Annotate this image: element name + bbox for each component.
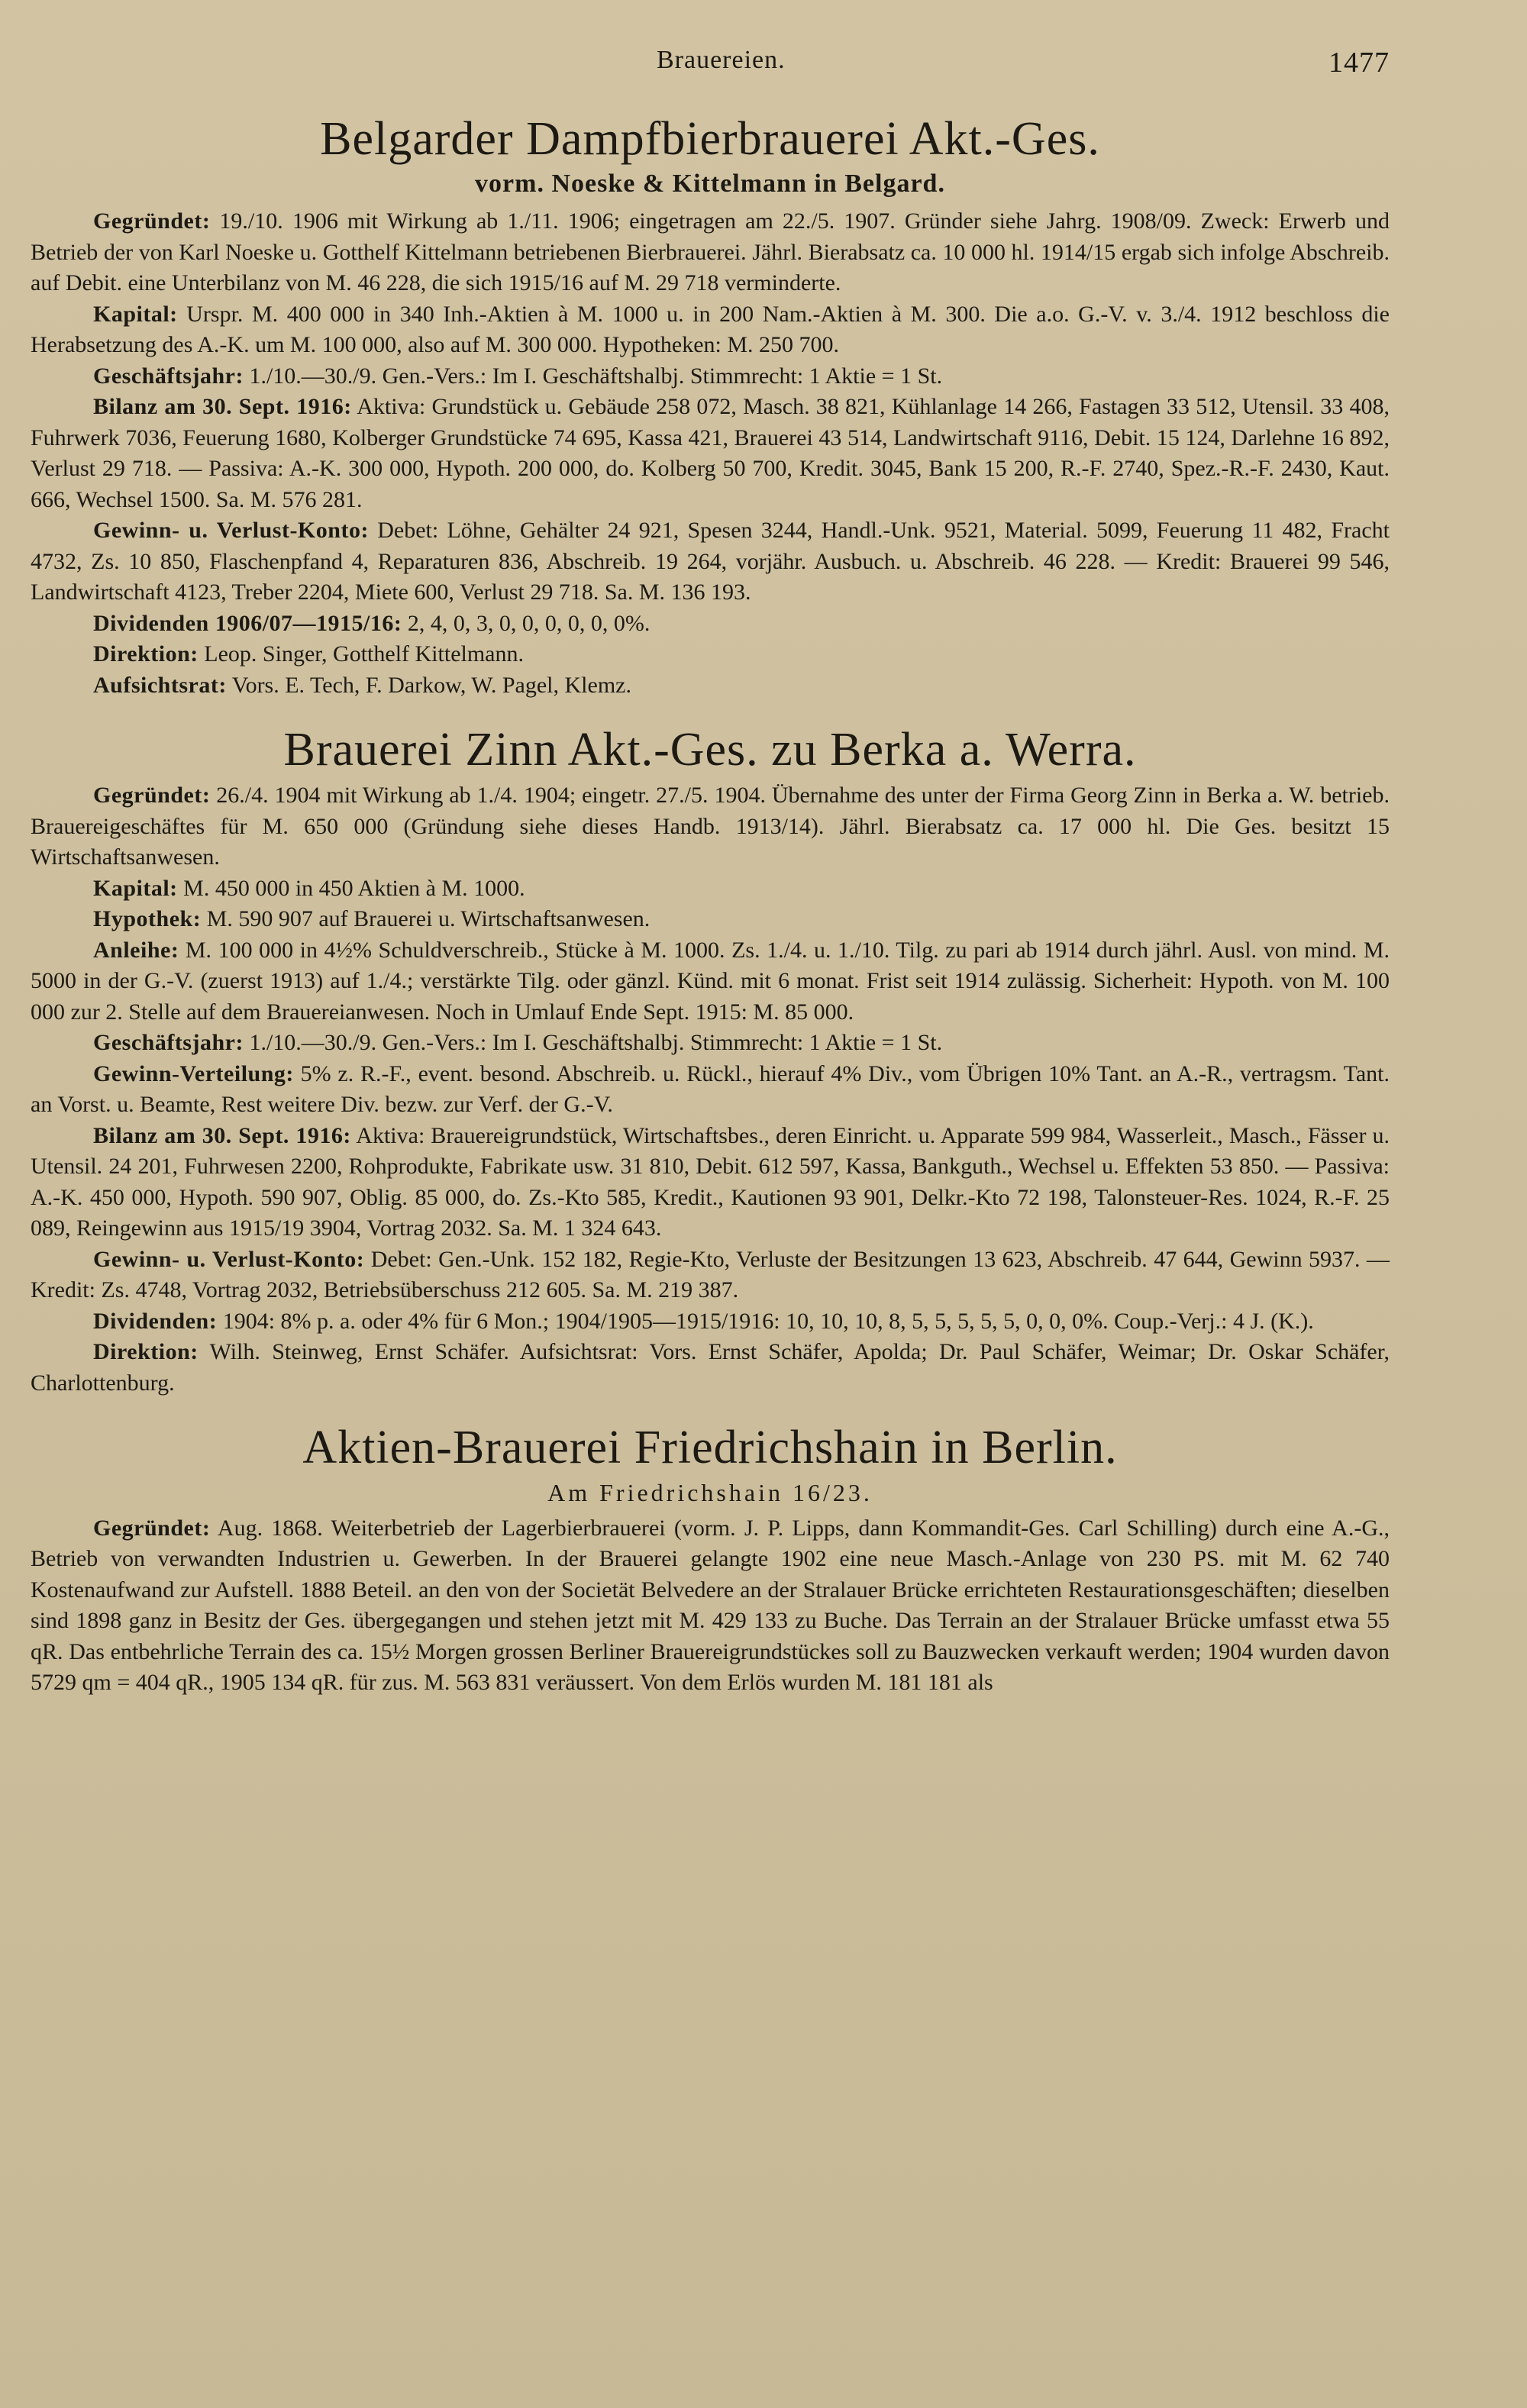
company-title: Aktien-Brauerei Friedrichshain in Berlin. [302,1422,1118,1474]
entry-profit-distribution [31,1059,1390,1121]
entry-founded [31,206,1390,299]
entry-text: 1904: 8% p. a. oder 4% für 6 Mon.; 1904/1905—1915/1916: 10, 10, 10, 8, 5, 5, 5, 5, 5, 0, 0, 0%. Coup.-Verj.: 4 J. (K.). [217,1308,1314,1334]
entry-text: Debet: Gen.-Unk. 152 182, Regie-Kto, Verluste der Besitzungen 13 623, Abschreib. 47 644, Gewinn 5937. — Kredit: Zs. 4748, Vortrag 2032, Betriebsüberschuss 212 605. Sa. M. 219 387. [31,1246,1390,1303]
entry-management [31,639,1390,670]
entry-text: Aug. 1868. Weiterbetrieb der Lagerbierbrauerei (vorm. J. P. Lipps, dann Kommandit-Ges. Carl Schilling) durch eine A.-G., Betrieb von verwandten Industrien u. Gewerben. In der Brauerei gelangte 1902 eine neue Masch.-Anlage von 230 PS. mit M. 62 740 Kostenaufwand zur Aufstell. 1888 Beteil. an den von der Societät Belvedere an der Stralauer Brücke errichteten Restaurationsgeschäften; dieselben sind 1898 ganz in Besitz der Ges. übergegangen und stehen jetzt mit M. 429 133 zu Buche. Das Terrain an der Stralauer Brücke umfasst etwa 55 qR. Das entbehrliche Terrain des ca. 15½ Morgen grossen Berliner Brauereigrundstückes soll zu Bauzwecken verkauft werden; 1904 wurden davon 5729 qm = 404 qR., 1905 134 qR. für zus. M. 563 831 veräussert. Von dem Erlös wurden M. 181 181 als [31,1515,1390,1696]
entry-text: Leop. Singer, Gotthelf Kittelmann. [198,641,524,667]
entry-profit-loss [31,1244,1390,1306]
entry-profit-loss [31,515,1390,608]
company-title: Brauerei Zinn Akt.-Ges. zu Berka a. Werra. [283,724,1137,776]
entry-text: M. 450 000 in 450 Aktien à M. 1000. [177,875,525,901]
entry-text: Aktiva: Grundstück u. Gebäude 258 072, Masch. 38 821, Kühlanlage 14 266, Fastagen 33 512, Utensil. 33 408, Fuhrwerk 7036, Feuerung 1680, Kolberger Grundstücke 74 695, Kassa 421, Brauerei 43 514, Landwirtschaft 9116, Debit. 15 124, Darlehne 16 892, Verlust 29 718. — Passiva: A.-K. 300 000, Hypoth. 200 000, do. Kolberg 50 700, Kredit. 3045, Bank 15 200, R.-F. 2740, Spez.-R.-F. 2430, Kaut. 666, Wechsel 1500. Sa. M. 576 281. [31,394,1390,512]
entry-balance [31,392,1390,515]
company-section [31,724,1390,1399]
entry-label: Bilanz am 30. Sept. 1916: [93,1122,351,1148]
entry-text: Debet: Löhne, Gehälter 24 921, Spesen 3244, Handl.-Unk. 9521, Material. 5099, Feuerung 11 482, Fracht 4732, Zs. 10 850, Flaschenpfand 4, Reparaturen 836, Abschreib. 19 264, vorjähr. Ausbuch. u. Abschreib. 46 228. — Kredit: Brauerei 99 546, Landwirtschaft 4123, Treber 2204, Miete 600, Verlust 29 718. Sa. M. 136 193. [31,518,1390,605]
company-address: Am Friedrichshain 16/23. [547,1478,873,1506]
running-title: Brauereien. [657,46,786,74]
running-head [31,46,1390,92]
entry-label: Anleihe: [93,937,179,963]
entry-label: Kapital: [93,875,178,901]
entry-text: M. 590 907 auf Brauerei u. Wirtschaftsanwesen. [201,906,651,932]
entry-label: Geschäftsjahr: [93,1030,244,1056]
company-subtitle: vorm. Noeske & Kittelmann in Belgard. [475,169,945,199]
entry-label: Geschäftsjahr: [93,363,244,389]
entry-text: Urspr. M. 400 000 in 340 Inh.-Aktien à M. 1000 u. in 200 Nam.-Aktien à M. 300. Die a.o. G.-V. v. 3./4. 1912 beschloss die Herabsetzung des A.-K. um M. 100 000, also auf M. 300 000. Hypotheken: M. 250 700. [31,301,1390,358]
entry-label: Gegründet: [93,783,211,809]
entry-founded [31,780,1390,873]
entry-text: 1./10.—30./9. Gen.-Vers.: Im I. Geschäftshalbj. Stimmrecht: 1 Aktie = 1 St. [243,363,943,389]
entry-label: Direktion: [93,1339,199,1365]
entry-balance [31,1121,1390,1244]
company-section [31,1422,1390,1698]
entry-founded [31,1513,1390,1699]
entry-bond [31,935,1390,1028]
entry-dividends [31,1306,1390,1338]
entry-label: Gegründet: [93,208,211,234]
entry-text: Aktiva: Brauereigrundstück, Wirtschaftsbes., deren Einricht. u. Apparate 599 984, Wasserleit., Masch., Fässer u. Utensil. 24 201, Fuhrwesen 2200, Rohprodukte, Fabrikate usw. 31 810, Debit. 612 597, Kassa, Bankguth., Wechsel u. Effekten 53 850. — Passiva: A.-K. 450 000, Hypoth. 590 907, Oblig. 85 000, do. Zs.-Kto 585, Kredit., Kautionen 93 901, Delkr.-Kto 72 198, Talonsteuer-Res. 1024, R.-F. 25 089, Reingewinn aus 1915/19 3904, Vortrag 2032. Sa. M. 1 324 643. [31,1122,1390,1241]
entry-text: M. 100 000 in 4½% Schuldverschreib., Stücke à M. 1000. Zs. 1./4. u. 1./10. Tilg. zu pari ab 1914 durch jährl. Ausl. von mind. M. 5000 in der G.-V. (zuerst 1913) auf 1./4.; verstärkte Tilg. oder gänzl. Künd. mit 6 monat. Frist seit 1914 zulässig. Sicherheit: Hypoth. von M. 100 000 zur 2. Stelle auf dem Brauereianwesen. Noch in Umlauf Ende Sept. 1915: M. 85 000. [31,937,1390,1025]
entry-label: Gewinn-Verteilung: [93,1060,294,1086]
entry-dividends [31,608,1390,640]
entry-text: 2, 4, 0, 3, 0, 0, 0, 0, 0, 0%. [402,610,651,636]
entry-mortgage [31,904,1390,935]
entry-label: Gewinn- u. Verlust-Konto: [93,1246,365,1272]
entry-text: 1./10.—30./9. Gen.-Vers.: Im I. Geschäftshalbj. Stimmrecht: 1 Aktie = 1 St. [243,1030,943,1056]
entry-label: Hypothek: [93,906,202,932]
entry-management [31,1337,1390,1399]
company-section [31,113,1390,701]
entry-text: 5% z. R.-F., event. besond. Abschreib. u. Rückl., hierauf 4% Div., vom Übrigen 10% Tant. an A.-R., vertragsm. Tant. an Vorst. u. Beamte, Rest weitere Div. bezw. zur Verf. der G.-V. [31,1060,1390,1118]
entry-text: Vors. E. Tech, F. Darkow, W. Pagel, Klemz. [226,672,631,698]
entry-label: Dividenden: [93,1308,218,1334]
entry-fiscal-year [31,1028,1390,1059]
entry-label: Kapital: [93,301,178,327]
entry-text: Wilh. Steinweg, Ernst Schäfer. Aufsichtsrat: Vors. Ernst Schäfer, Apolda; Dr. Paul Schäfer, Weimar; Dr. Oskar Schäfer, Charlottenburg. [31,1339,1390,1396]
entry-fiscal-year [31,361,1390,392]
company-title: Belgarder Dampfbierbrauerei Akt.-Ges. [320,113,1100,165]
entry-capital [31,873,1390,905]
entry-label: Direktion: [93,641,199,667]
entry-supervisory-board [31,670,1390,702]
entry-text: 19./10. 1906 mit Wirkung ab 1./11. 1906; eingetragen am 22./5. 1907. Gründer siehe Jahrg. 1908/09. Zweck: Erwerb und Betrieb der von Karl Noeske u. Gotthelf Kittelmann betriebenen Bierbrauerei. Jährl. Bierabsatz ca. 10 000 hl. 1914/15 ergab sich infolge Abschreib. auf Debit. eine Unterbilanz von M. 46 228, die sich 1915/16 auf M. 29 718 verminderte. [31,208,1390,296]
page-number: 1477 [1328,47,1390,79]
entry-label: Bilanz am 30. Sept. 1916: [93,394,352,420]
entry-label: Aufsichtsrat: [93,672,227,698]
entry-label: Gegründet: [93,1515,211,1541]
entry-label: Dividenden 1906/07—1915/16: [93,610,402,636]
entry-capital [31,299,1390,361]
entry-label: Gewinn- u. Verlust-Konto: [93,518,369,544]
entry-text: 26./4. 1904 mit Wirkung ab 1./4. 1904; eingetr. 27./5. 1904. Übernahme des unter der Firma Georg Zinn in Berka a. W. betrieb. Brauereigeschäftes für M. 650 000 (Gründung siehe dieses Handb. 1913/14). Jährl. Bierabsatz ca. 17 000 hl. Die Ges. besitzt 15 Wirtschaftsanwesen. [31,783,1390,870]
